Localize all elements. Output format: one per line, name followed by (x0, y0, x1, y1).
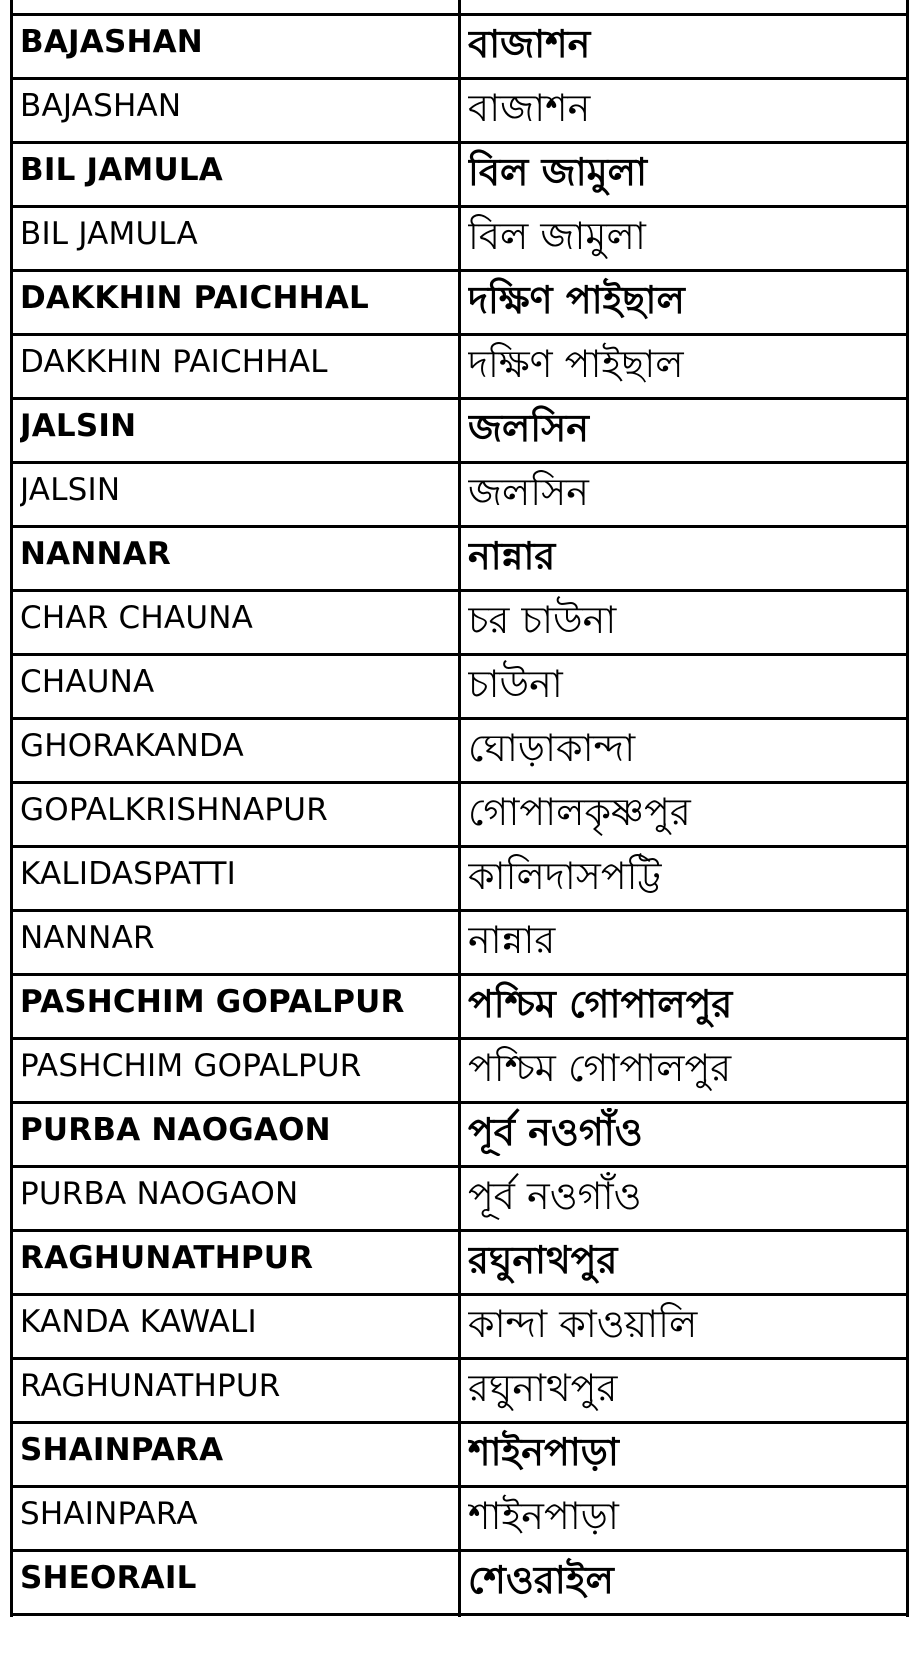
bengali-name-cell: বিল জামুলা (468, 150, 648, 194)
english-name-cell: CHAR CHAUNA (20, 600, 254, 636)
bengali-name-cell: কালিদাসপট্টি (468, 854, 662, 898)
bengali-name-cell: শাইনপাড়া (468, 1494, 619, 1538)
table-row (13, 464, 906, 528)
bengali-name-cell: দক্ষিণ পাইছাল (468, 278, 685, 322)
bengali-name-cell: পশ্চিম গোপালপুর (468, 1046, 732, 1090)
table-row (13, 848, 906, 912)
bengali-name-cell: কান্দা কাওয়ালি (468, 1302, 698, 1346)
table-row (13, 400, 906, 464)
english-name-cell: PURBA NAOGAON (20, 1176, 299, 1212)
bengali-name-cell: শাইনপাড়া (468, 1430, 619, 1474)
english-name-cell: PASHCHIM GOPALPUR (20, 984, 405, 1020)
bengali-name-cell: নান্নার (468, 534, 556, 578)
english-name-cell: PASHCHIM GOPALPUR (20, 1048, 362, 1084)
bengali-name-cell: জলসিন (468, 470, 589, 514)
table-row (13, 720, 906, 784)
english-name-cell: PURBA NAOGAON (20, 1112, 331, 1148)
table-right-border (906, 0, 909, 1617)
english-name-cell: KANDA KAWALI (20, 1304, 257, 1340)
table-row (13, 1424, 906, 1488)
table-row (13, 1360, 906, 1424)
bengali-name-cell: শেওরাইল (468, 1558, 614, 1602)
table-row (13, 16, 906, 80)
bengali-name-cell: চর চাউনা (468, 598, 617, 642)
bengali-name-cell: গোপালকৃষ্ণপুর (468, 790, 691, 834)
table-row (13, 80, 906, 144)
table-row (13, 1168, 906, 1232)
table-row (13, 1040, 906, 1104)
english-name-cell: NANNAR (20, 536, 171, 572)
table-row (13, 144, 906, 208)
bengali-name-cell: ঘোড়াকান্দা (468, 726, 636, 770)
english-name-cell: RAGHUNATHPUR (20, 1240, 314, 1276)
english-name-cell: SHEORAIL (20, 1560, 197, 1596)
english-name-cell: SHAINPARA (20, 1432, 224, 1468)
table-row (13, 272, 906, 336)
english-name-cell: KALIDASPATTI (20, 856, 236, 892)
english-name-cell: BIL JAMULA (20, 152, 224, 188)
table-body (13, 16, 906, 1616)
bengali-name-cell: পূর্ব নওগাঁও (468, 1174, 642, 1218)
bengali-name-cell: পশ্চিম গোপালপুর (468, 982, 733, 1026)
english-name-cell: GHORAKANDA (20, 728, 244, 764)
bengali-name-cell: বিল জামুলা (468, 214, 646, 258)
english-name-cell: DAKKHIN PAICHHAL (20, 344, 328, 380)
table-row (13, 1488, 906, 1552)
bengali-name-cell: রঘুনাথপুর (468, 1238, 618, 1282)
table-row (13, 656, 906, 720)
bengali-name-cell: জলসিন (468, 406, 589, 450)
table-row (13, 1296, 906, 1360)
bengali-name-cell: চাউনা (468, 662, 563, 706)
bengali-name-cell: নান্নার (468, 918, 556, 962)
english-name-cell: BAJASHAN (20, 24, 203, 60)
table-row (13, 1232, 906, 1296)
table-row (13, 208, 906, 272)
english-name-cell: RAGHUNATHPUR (20, 1368, 281, 1404)
english-name-cell: GOPALKRISHNAPUR (20, 792, 328, 828)
bengali-name-cell: বাজাশন (468, 22, 591, 66)
table-row (13, 592, 906, 656)
english-name-cell: JALSIN (20, 472, 121, 508)
table-row (13, 336, 906, 400)
bengali-name-cell: দক্ষিণ পাইছাল (468, 342, 684, 386)
english-name-cell: BIL JAMULA (20, 216, 198, 252)
table-row (13, 1104, 906, 1168)
english-name-cell: CHAUNA (20, 664, 155, 700)
table-row (13, 912, 906, 976)
table-row (13, 528, 906, 592)
english-name-cell: JALSIN (20, 408, 137, 444)
table-row (13, 976, 906, 1040)
bengali-name-cell: বাজাশন (468, 86, 591, 130)
bengali-name-cell: রঘুনাথপুর (468, 1366, 618, 1410)
english-name-cell: DAKKHIN PAICHHAL (20, 280, 369, 316)
english-name-cell: SHAINPARA (20, 1496, 198, 1532)
table-row (13, 784, 906, 848)
table-row (13, 1552, 906, 1616)
english-name-cell: NANNAR (20, 920, 155, 956)
english-name-cell: BAJASHAN (20, 88, 182, 124)
bengali-name-cell: পূর্ব নওগাঁও (468, 1110, 643, 1154)
